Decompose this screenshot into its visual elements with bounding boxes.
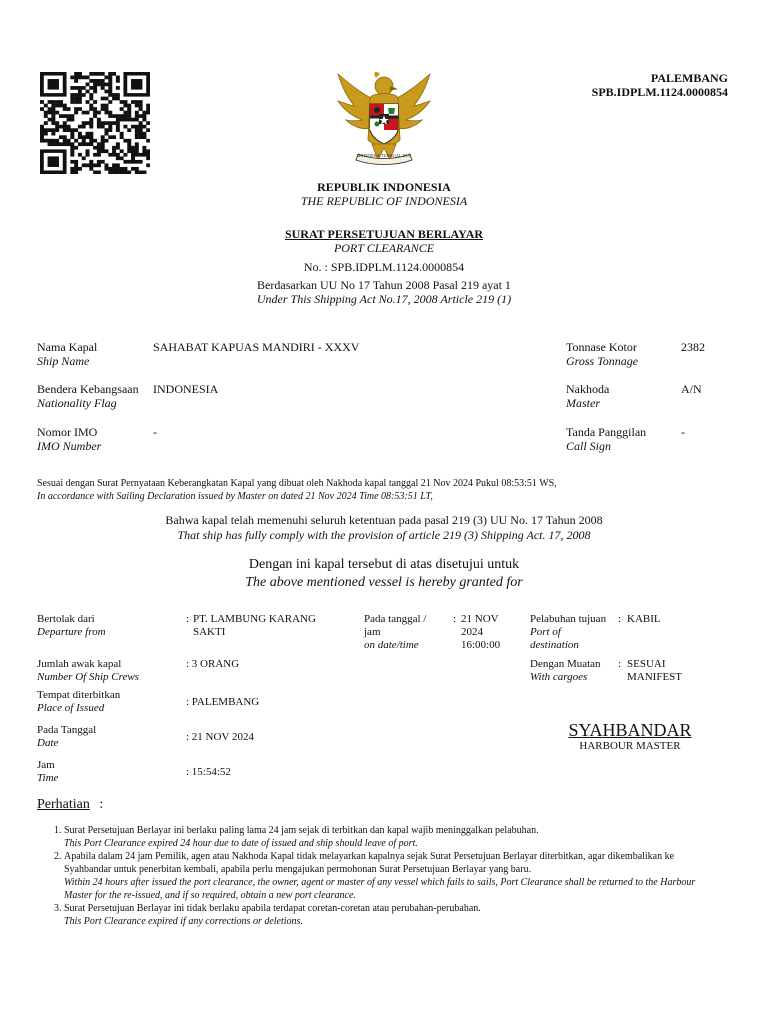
date-value-line1: 21 NOV (461, 613, 499, 625)
harbour-master-title: SYAHBANDAR (568, 720, 692, 740)
call-sign-value: - (681, 425, 685, 439)
header-city: PALEMBANG (650, 71, 728, 85)
departure-label-en: Departure from (37, 626, 106, 638)
note-3-text: 3. Surat Persetujuan Berlayar ini tidak berlaku apabila terdapat coretan-coretan atau perubahan-perubahan. (64, 903, 481, 914)
issue-date-label-en: Date (37, 737, 59, 749)
sailing-declaration-en: In accordance with Sailing Declaration issued by Master on dated 21 Nov 2024 Time 08:53:51 LT, (37, 491, 433, 502)
place-issued-label: Tempat diterbitkan (37, 689, 121, 701)
departure-colon: : (186, 613, 190, 625)
call-sign-label-en: Call Sign (566, 439, 612, 453)
destination-value: KABIL (627, 613, 661, 625)
crew-label: Jumlah awak kapal (37, 658, 122, 670)
master-label: Nakhoda (566, 382, 610, 396)
departure-value-line2: SAKTI (193, 626, 226, 638)
notes-heading: Perhatian (37, 797, 90, 812)
granted-statement: Dengan ini kapal tersebut di atas disetujui untuk (248, 557, 520, 572)
qr-code (40, 72, 150, 174)
cargo-label: Dengan Muatan (530, 658, 601, 670)
cargo-colon: : (618, 658, 622, 670)
place-issued-value: : PALEMBANG (186, 696, 260, 708)
gross-tonnage-label-en: Gross Tonnage (566, 354, 639, 368)
imo-label: Nomor IMO (37, 425, 98, 439)
time-label-en: Time (37, 772, 59, 784)
master-value: A/N (681, 382, 702, 396)
flag-value: INDONESIA (153, 382, 219, 396)
destination-label: Pelabuhan tujuan (530, 613, 607, 625)
date-value-line3: 16:00:00 (461, 639, 501, 651)
gross-tonnage-label: Tonnase Kotor (566, 340, 637, 354)
document-number: No. : SPB.IDPLM.1124.0000854 (303, 260, 465, 274)
header-doc-code: SPB.IDPLM.1124.0000854 (591, 85, 728, 99)
date-colon: : (453, 613, 457, 625)
cargo-value-line2: MANIFEST (627, 671, 683, 683)
note-2-text: 2. Apabila dalam 24 jam Pemilik, agen atau Nakhoda Kapal tidak melayarkan kapalnya sejak Surat Persetujuan Berlayar diterbitkan, agar dikembalikan ke Syahbandar untuk penerbitan kembali, apabila perlu mengajukan permohonan Surat Persetujuan Berlayar yang baru. (64, 851, 675, 875)
ship-name-label: Nama Kapal (37, 340, 98, 354)
notes-heading-colon: : (99, 797, 104, 812)
master-label-en: Master (566, 396, 600, 410)
compliance-statement: Bahwa kapal telah memenuhi seluruh ketentuan pada pasal 219 (3) UU No. 17 Tahun 2008 (165, 513, 603, 527)
flag-label-en: Nationality Flag (37, 396, 117, 410)
imo-value: - (153, 425, 157, 439)
note-item-3 (64, 902, 714, 928)
place-issued-label-en: Place of Issued (37, 702, 105, 714)
destination-colon: : (618, 613, 622, 625)
date-value-line2: 2024 (461, 626, 483, 638)
note-2-text-en: Within 24 hours after issued the port clearance, the owner, agent or master of any vessel which fails to sails, Port Clearance shall be returned to the Harbour Master for the re-issued, and if so required, obtain a new port clearance. (64, 877, 696, 901)
issue-date-label: Pada Tanggal (37, 724, 97, 736)
sailing-declaration: Sesuai dengan Surat Pernyataan Keberangkatan Kapal yang dibuat oleh Nakhoda kapal tanggal 21 Nov 2024 Pukul 08:53:51 WS, (37, 478, 557, 489)
cargo-label-en: With cargoes (530, 671, 588, 683)
departure-value-line1: PT. LAMBUNG KARANG (193, 613, 316, 625)
destination-label-en-line2: destination (530, 639, 579, 651)
republic-name: REPUBLIK INDONESIA (317, 180, 451, 194)
compliance-statement-en: That ship has fully comply with the provision of article 219 (3) Shipping Act. 17, 2008 (177, 528, 591, 542)
ship-name-label-en: Ship Name (37, 354, 90, 368)
imo-label-en: IMO Number (37, 439, 102, 453)
cargo-value-line1: SESUAI (627, 658, 666, 670)
crew-label-en: Number Of Ship Crews (37, 671, 139, 683)
republic-name-en: THE REPUBLIC OF INDONESIA (300, 194, 468, 208)
date-label-line2: jam (364, 626, 381, 638)
time-value: : 15:54:52 (186, 766, 231, 778)
legal-basis: Berdasarkan UU No 17 Tahun 2008 Pasal 219 ayat 1 (257, 278, 511, 292)
harbour-master-title-en: HARBOUR MASTER (579, 740, 681, 752)
note-item-2 (64, 850, 714, 902)
legal-basis-en: Under This Shipping Act No.17, 2008 Article 219 (1) (256, 292, 512, 306)
note-1-text-en: This Port Clearance expired 24 hour due to date of issued and ship should leave of port. (64, 838, 418, 849)
flag-label: Bendera Kebangsaan (37, 382, 139, 396)
destination-label-en-line1: Port of (530, 626, 561, 638)
call-sign-label: Tanda Panggilan (566, 425, 647, 439)
crew-value: : 3 ORANG (186, 658, 240, 670)
issue-date-value: : 21 NOV 2024 (186, 731, 254, 743)
granted-statement-en: The above mentioned vessel is hereby granted for (245, 575, 523, 590)
date-label-line1: Pada tanggal / (364, 613, 427, 625)
ship-name-value: SAHABAT KAPUAS MANDIRI - XXXV (153, 340, 360, 354)
note-item-1 (64, 824, 714, 850)
document-title: SURAT PERSETUJUAN BERLAYAR (284, 227, 484, 241)
note-3-text-en: This Port Clearance expired if any corrections or deletions. (64, 916, 303, 927)
document-title-en: PORT CLEARANCE (333, 241, 435, 255)
date-label-en: on date/time (364, 639, 419, 651)
gross-tonnage-value: 2382 (681, 340, 705, 354)
note-1-text: 1. Surat Persetujuan Berlayar ini berlaku paling lama 24 jam sejak di terbitkan dan kapal wajib meninggalkan pelabuhan. (64, 825, 539, 836)
departure-label: Bertolak dari (37, 613, 95, 625)
emblem-motto: BHINNEKA TUNGGAL IKA (357, 153, 411, 158)
notes-list (44, 824, 714, 928)
time-label: Jam (37, 759, 55, 771)
garuda-emblem-icon (332, 68, 436, 168)
